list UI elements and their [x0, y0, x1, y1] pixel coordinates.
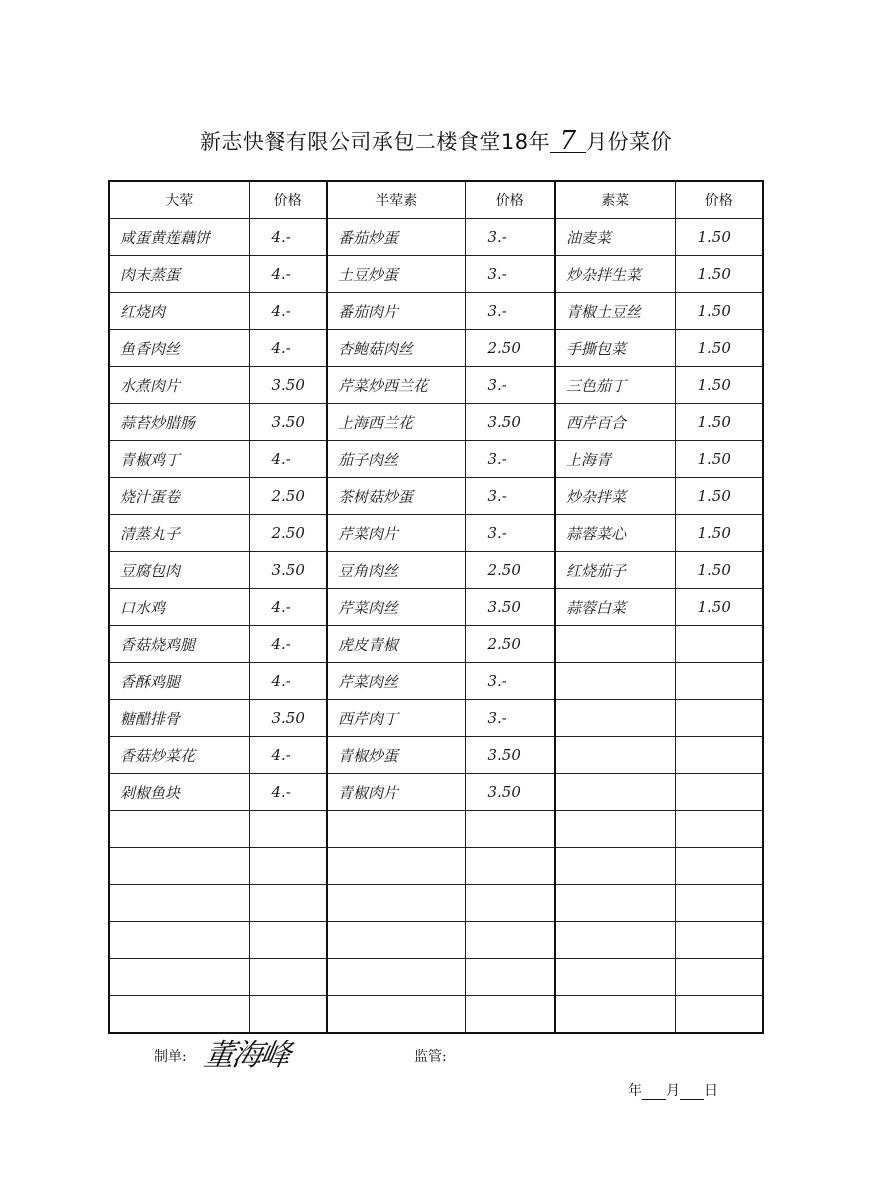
cell-dahun-dish: 水煮肉片	[109, 367, 249, 404]
cell-sucai-dish	[555, 626, 675, 663]
cell-dahun-dish	[109, 885, 249, 922]
cell-sucai-dish	[555, 885, 675, 922]
cell-sucai-price	[675, 737, 763, 774]
cell-sucai-dish: 红烧茄子	[555, 552, 675, 589]
cell-banhunsu-price	[465, 996, 555, 1034]
cell-dahun-price	[249, 811, 327, 848]
table-header-row	[109, 181, 763, 219]
cell-banhunsu-dish: 芹菜肉丝	[327, 663, 465, 700]
cell-dahun-dish: 香菇炒菜花	[109, 737, 249, 774]
cell-sucai-dish: 青椒土豆丝	[555, 293, 675, 330]
table-row	[109, 737, 763, 774]
cell-dahun-price	[249, 996, 327, 1034]
cell-banhunsu-dish	[327, 848, 465, 885]
cell-banhunsu-dish	[327, 922, 465, 959]
cell-banhunsu-dish	[327, 885, 465, 922]
cell-banhunsu-price: 3.-	[465, 367, 555, 404]
cell-banhunsu-dish: 虎皮青椒	[327, 626, 465, 663]
cell-banhunsu-price: 3.-	[465, 663, 555, 700]
cell-dahun-dish	[109, 811, 249, 848]
cell-dahun-dish: 清蒸丸子	[109, 515, 249, 552]
table-row	[109, 293, 763, 330]
cell-dahun-dish	[109, 959, 249, 996]
cell-dahun-dish: 蒜苔炒腊肠	[109, 404, 249, 441]
cell-dahun-price: 4.-	[249, 256, 327, 293]
table-row	[109, 774, 763, 811]
maker-signature: 董海峰	[201, 1038, 292, 1073]
cell-sucai-price: 1.50	[675, 515, 763, 552]
table-row	[109, 552, 763, 589]
cell-banhunsu-dish: 土豆炒蛋	[327, 256, 465, 293]
cell-banhunsu-price	[465, 885, 555, 922]
cell-banhunsu-price: 2.50	[465, 330, 555, 367]
cell-dahun-price	[249, 959, 327, 996]
cell-dahun-dish	[109, 922, 249, 959]
cell-banhunsu-price: 2.50	[465, 626, 555, 663]
cell-banhunsu-dish	[327, 996, 465, 1034]
cell-sucai-price	[675, 663, 763, 700]
cell-dahun-price	[249, 922, 327, 959]
table-row	[109, 848, 763, 885]
table-row	[109, 589, 763, 626]
cell-sucai-price	[675, 811, 763, 848]
cell-sucai-dish: 蒜蓉菜心	[555, 515, 675, 552]
cell-banhunsu-price: 3.-	[465, 700, 555, 737]
date-month-blank	[642, 1083, 666, 1100]
cell-dahun-dish: 青椒鸡丁	[109, 441, 249, 478]
cell-sucai-price	[675, 700, 763, 737]
cell-dahun-price: 4.-	[249, 737, 327, 774]
header-price-1: 价格	[249, 181, 327, 219]
cell-banhunsu-dish	[327, 959, 465, 996]
cell-sucai-price: 1.50	[675, 589, 763, 626]
cell-sucai-price	[675, 774, 763, 811]
cell-dahun-dish: 剁椒鱼块	[109, 774, 249, 811]
maker-label: 制单:	[154, 1049, 187, 1065]
title-month: 7	[550, 130, 586, 153]
cell-sucai-dish	[555, 848, 675, 885]
cell-sucai-dish	[555, 700, 675, 737]
cell-banhunsu-price: 2.50	[465, 552, 555, 589]
cell-sucai-dish: 炒杂拌生菜	[555, 256, 675, 293]
cell-banhunsu-dish: 豆角肉丝	[327, 552, 465, 589]
cell-sucai-price: 1.50	[675, 552, 763, 589]
cell-banhunsu-price: 3.-	[465, 478, 555, 515]
supervisor-label: 监管:	[414, 1049, 447, 1065]
table-row	[109, 700, 763, 737]
header-banhunsu: 半荤素	[327, 181, 465, 219]
table-row	[109, 885, 763, 922]
table-row	[109, 219, 763, 256]
cell-dahun-price: 3.50	[249, 404, 327, 441]
cell-banhunsu-price: 3.-	[465, 441, 555, 478]
cell-banhunsu-dish: 芹菜肉丝	[327, 589, 465, 626]
table-row	[109, 256, 763, 293]
table-row	[109, 441, 763, 478]
header-sucai: 素菜	[555, 181, 675, 219]
table-row	[109, 330, 763, 367]
table-row	[109, 996, 763, 1034]
cell-sucai-dish: 三色茄丁	[555, 367, 675, 404]
table-row	[109, 367, 763, 404]
cell-sucai-dish: 手撕包菜	[555, 330, 675, 367]
cell-sucai-dish	[555, 996, 675, 1034]
cell-dahun-price: 4.-	[249, 589, 327, 626]
cell-dahun-dish: 烧汁蛋卷	[109, 478, 249, 515]
cell-banhunsu-dish: 番茄炒蛋	[327, 219, 465, 256]
table-row	[109, 478, 763, 515]
cell-dahun-price: 4.-	[249, 663, 327, 700]
cell-dahun-price: 3.50	[249, 700, 327, 737]
cell-sucai-price	[675, 996, 763, 1034]
title-suffix: 月份菜价	[586, 130, 673, 154]
cell-sucai-price	[675, 922, 763, 959]
cell-banhunsu-price: 3.50	[465, 774, 555, 811]
cell-banhunsu-dish	[327, 811, 465, 848]
cell-sucai-price: 1.50	[675, 219, 763, 256]
cell-banhunsu-dish: 青椒肉片	[327, 774, 465, 811]
cell-banhunsu-price: 3.50	[465, 737, 555, 774]
cell-dahun-dish: 豆腐包肉	[109, 552, 249, 589]
date-day-label: 日	[704, 1083, 718, 1099]
table-row	[109, 404, 763, 441]
cell-banhunsu-price	[465, 959, 555, 996]
cell-dahun-price: 4.-	[249, 774, 327, 811]
cell-sucai-dish	[555, 663, 675, 700]
table-row	[109, 922, 763, 959]
cell-sucai-dish	[555, 959, 675, 996]
cell-dahun-price	[249, 885, 327, 922]
date-year-label: 年	[628, 1083, 642, 1099]
date-month-label: 月	[666, 1083, 680, 1099]
cell-sucai-price: 1.50	[675, 367, 763, 404]
date-line	[628, 1080, 718, 1100]
table-row	[109, 626, 763, 663]
cell-dahun-dish	[109, 848, 249, 885]
cell-dahun-price: 2.50	[249, 515, 327, 552]
header-price-3: 价格	[675, 181, 763, 219]
title-prefix: 新志快餐有限公司承包二楼食堂18年	[199, 130, 551, 154]
page-title	[0, 126, 872, 156]
cell-sucai-dish	[555, 774, 675, 811]
cell-dahun-dish: 口水鸡	[109, 589, 249, 626]
cell-banhunsu-dish: 芹菜炒西兰花	[327, 367, 465, 404]
cell-banhunsu-price: 3.-	[465, 293, 555, 330]
cell-sucai-price: 1.50	[675, 256, 763, 293]
cell-dahun-price	[249, 848, 327, 885]
cell-dahun-dish: 肉末蒸蛋	[109, 256, 249, 293]
cell-banhunsu-dish: 上海西兰花	[327, 404, 465, 441]
cell-banhunsu-price: 3.-	[465, 515, 555, 552]
cell-sucai-dish: 上海青	[555, 441, 675, 478]
cell-sucai-dish: 炒杂拌菜	[555, 478, 675, 515]
table-row	[109, 663, 763, 700]
cell-sucai-dish: 油麦菜	[555, 219, 675, 256]
cell-sucai-price: 1.50	[675, 404, 763, 441]
cell-banhunsu-price: 3.-	[465, 219, 555, 256]
cell-dahun-dish: 鱼香肉丝	[109, 330, 249, 367]
price-table	[108, 180, 764, 1034]
cell-sucai-price	[675, 848, 763, 885]
cell-banhunsu-price: 3.-	[465, 256, 555, 293]
header-price-2: 价格	[465, 181, 555, 219]
cell-banhunsu-dish: 芹菜肉片	[327, 515, 465, 552]
table-row	[109, 959, 763, 996]
cell-sucai-dish	[555, 811, 675, 848]
table-row	[109, 811, 763, 848]
cell-banhunsu-dish: 茶树菇炒蛋	[327, 478, 465, 515]
cell-dahun-dish: 咸蛋黄莲藕饼	[109, 219, 249, 256]
cell-sucai-price: 1.50	[675, 293, 763, 330]
cell-dahun-price: 4.-	[249, 626, 327, 663]
cell-banhunsu-dish: 茄子肉丝	[327, 441, 465, 478]
cell-banhunsu-dish: 杏鲍菇肉丝	[327, 330, 465, 367]
cell-banhunsu-price: 3.50	[465, 589, 555, 626]
cell-sucai-dish: 西芹百合	[555, 404, 675, 441]
cell-sucai-price	[675, 626, 763, 663]
cell-dahun-dish	[109, 996, 249, 1034]
cell-dahun-dish: 香酥鸡腿	[109, 663, 249, 700]
cell-sucai-dish	[555, 922, 675, 959]
cell-dahun-price: 4.-	[249, 293, 327, 330]
cell-dahun-price: 4.-	[249, 330, 327, 367]
cell-banhunsu-price	[465, 811, 555, 848]
cell-sucai-price: 1.50	[675, 330, 763, 367]
cell-banhunsu-dish: 青椒炒蛋	[327, 737, 465, 774]
cell-sucai-price: 1.50	[675, 441, 763, 478]
header-dahun: 大荤	[109, 181, 249, 219]
cell-banhunsu-dish: 番茄肉片	[327, 293, 465, 330]
cell-dahun-dish: 红烧肉	[109, 293, 249, 330]
cell-banhunsu-dish: 西芹肉丁	[327, 700, 465, 737]
cell-banhunsu-price	[465, 922, 555, 959]
cell-dahun-price: 3.50	[249, 552, 327, 589]
table-row	[109, 515, 763, 552]
table-body	[109, 219, 763, 1034]
date-day-blank	[680, 1083, 704, 1100]
cell-sucai-price: 1.50	[675, 478, 763, 515]
cell-dahun-price: 3.50	[249, 367, 327, 404]
cell-sucai-price	[675, 885, 763, 922]
cell-sucai-price	[675, 959, 763, 996]
cell-dahun-price: 4.-	[249, 219, 327, 256]
cell-dahun-dish: 糖醋排骨	[109, 700, 249, 737]
cell-dahun-price: 4.-	[249, 441, 327, 478]
cell-banhunsu-price	[465, 848, 555, 885]
cell-dahun-dish: 香菇烧鸡腿	[109, 626, 249, 663]
cell-dahun-price: 2.50	[249, 478, 327, 515]
cell-banhunsu-price: 3.50	[465, 404, 555, 441]
cell-sucai-dish: 蒜蓉白菜	[555, 589, 675, 626]
cell-sucai-dish	[555, 737, 675, 774]
